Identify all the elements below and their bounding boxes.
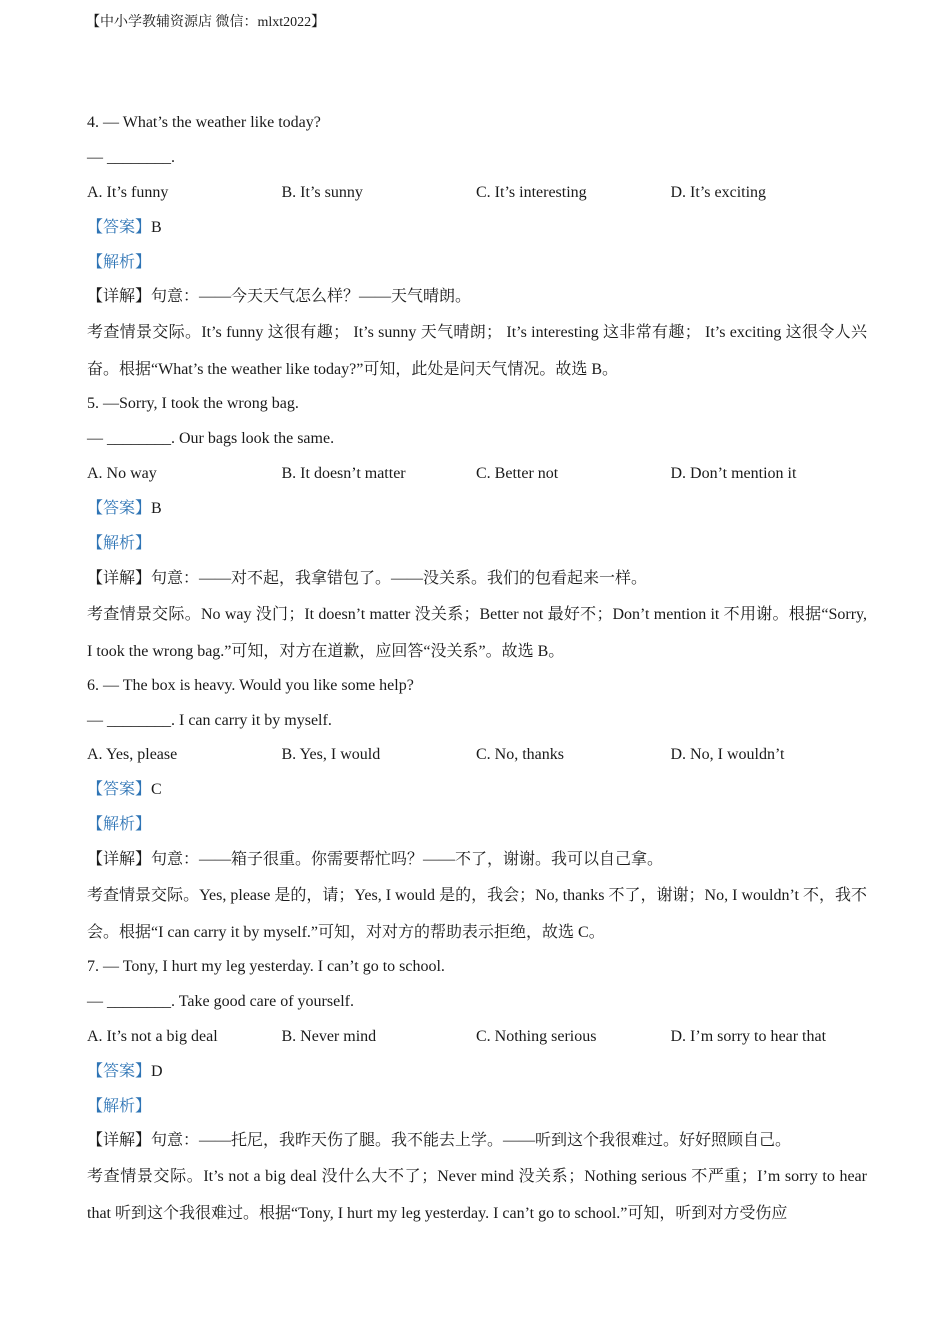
option-b: B. It doesn’t matter	[281, 465, 406, 483]
option-b: B. Never mind	[281, 1027, 377, 1045]
question-blank: — ________.	[87, 148, 175, 166]
analysis-tag: 【解析】	[87, 1097, 152, 1115]
analysis-tag: 【解析】	[87, 253, 152, 271]
answer-line	[87, 492, 867, 527]
detail-tag: 【详解】	[87, 288, 152, 306]
option-c: C. It’s interesting	[476, 183, 587, 201]
detail-tag: 【详解】	[87, 569, 152, 587]
option-b: B. It’s sunny	[281, 183, 363, 201]
document-body	[87, 106, 867, 1231]
option-c: C. Nothing serious	[476, 1027, 597, 1045]
options-row	[87, 738, 867, 773]
question-block	[87, 950, 867, 1232]
option-a: A. It’s not a big deal	[87, 1027, 218, 1045]
detail-text: 句意：——托尼，我昨天伤了腿。我不能去上学。——听到这个我很难过。好好照顾自己。	[151, 1132, 792, 1150]
question-stem: 4. — What’s the weather like today?	[87, 114, 321, 131]
option-c: C. No, thanks	[476, 746, 564, 764]
option-a: A. No way	[87, 465, 157, 483]
option-c: C. Better not	[476, 465, 559, 483]
question-stem: 5. —Sorry, I took the wrong bag.	[87, 395, 299, 413]
answer-value: B	[151, 500, 162, 518]
options-row	[87, 457, 867, 492]
answer-tag: 【答案】	[87, 218, 152, 236]
answer-tag: 【答案】	[87, 1062, 152, 1080]
explanation-text: 考查情景交际。Yes, please 是的，请；Yes, I would 是的，我会；No, thanks 不了，谢谢；No, I wouldn’t 不，我不会。根据“I can carry it by myself.”可知，对对方的帮助表示拒绝，故选 C。	[87, 887, 867, 942]
question-blank: — ________. I can carry it by myself.	[87, 711, 332, 729]
options-row	[87, 176, 867, 211]
detail-tag: 【详解】	[87, 851, 152, 869]
detail-text: 句意：——箱子很重。你需要帮忙吗？——不了，谢谢。我可以自己拿。	[151, 851, 664, 869]
page-header: 【中小学教辅资源店 微信：mlxt2022】	[86, 15, 326, 30]
option-b: B. Yes, I would	[281, 746, 381, 764]
detail-text: 句意：——今天天气怎么样？——天气晴朗。	[151, 288, 472, 306]
option-a: A. It’s funny	[87, 183, 169, 201]
question-block	[87, 106, 867, 388]
explanation-text: 考查情景交际。It’s funny 这很有趣； It’s sunny 天气晴朗； It’s interesting 这非常有趣； It’s exciting 这很令人兴奋。根据“What’s the weather like today?”可知，此处是问天气情况。故选 B。	[87, 324, 867, 379]
answer-line	[87, 773, 867, 808]
question-blank: — ________. Take good care of yourself.	[87, 992, 354, 1010]
option-d: D. No, I wouldn’t	[670, 746, 785, 764]
option-a: A. Yes, please	[87, 746, 178, 764]
option-d: D. It’s exciting	[670, 183, 767, 201]
answer-value: D	[151, 1062, 163, 1080]
answer-tag: 【答案】	[87, 781, 152, 799]
answer-value: C	[151, 781, 162, 799]
answer-tag: 【答案】	[87, 500, 152, 518]
question-stem: 7. — Tony, I hurt my leg yesterday. I can’t go to school.	[87, 958, 445, 976]
analysis-tag: 【解析】	[87, 816, 152, 834]
detail-line	[87, 1124, 867, 1159]
option-d: D. Don’t mention it	[670, 465, 797, 483]
detail-line	[87, 280, 867, 315]
question-block	[87, 669, 867, 951]
answer-line	[87, 211, 867, 246]
explanation-text: 考查情景交际。No way 没门；It doesn’t matter 没关系；Better not 最好不；Don’t mention it 不用谢。根据“Sorry, I took the wrong bag.”可知，对方在道歉，应回答“没关系”。故选 B。	[87, 605, 867, 660]
option-d: D. I’m sorry to hear that	[670, 1027, 827, 1045]
explanation-text: 考查情景交际。It’s not a big deal 没什么大不了；Never mind 没关系；Nothing serious 不严重；I’m sorry to hear that 听到这个我很难过。根据“Tony, I hurt my leg yesterday. I can’t go to school.”可知，听到对方受伤应	[87, 1168, 867, 1223]
answer-line	[87, 1055, 867, 1090]
analysis-tag: 【解析】	[87, 534, 152, 552]
question-stem: 6. — The box is heavy. Would you like some help?	[87, 676, 414, 694]
detail-tag: 【详解】	[87, 1132, 152, 1150]
question-block	[87, 387, 867, 669]
detail-text: 句意：——对不起，我拿错包了。——没关系。我们的包看起来一样。	[151, 569, 648, 587]
detail-line	[87, 843, 867, 878]
question-blank: — ________. Our bags look the same.	[87, 430, 335, 448]
detail-line	[87, 562, 867, 597]
options-row	[87, 1020, 867, 1055]
answer-value: B	[151, 218, 162, 236]
